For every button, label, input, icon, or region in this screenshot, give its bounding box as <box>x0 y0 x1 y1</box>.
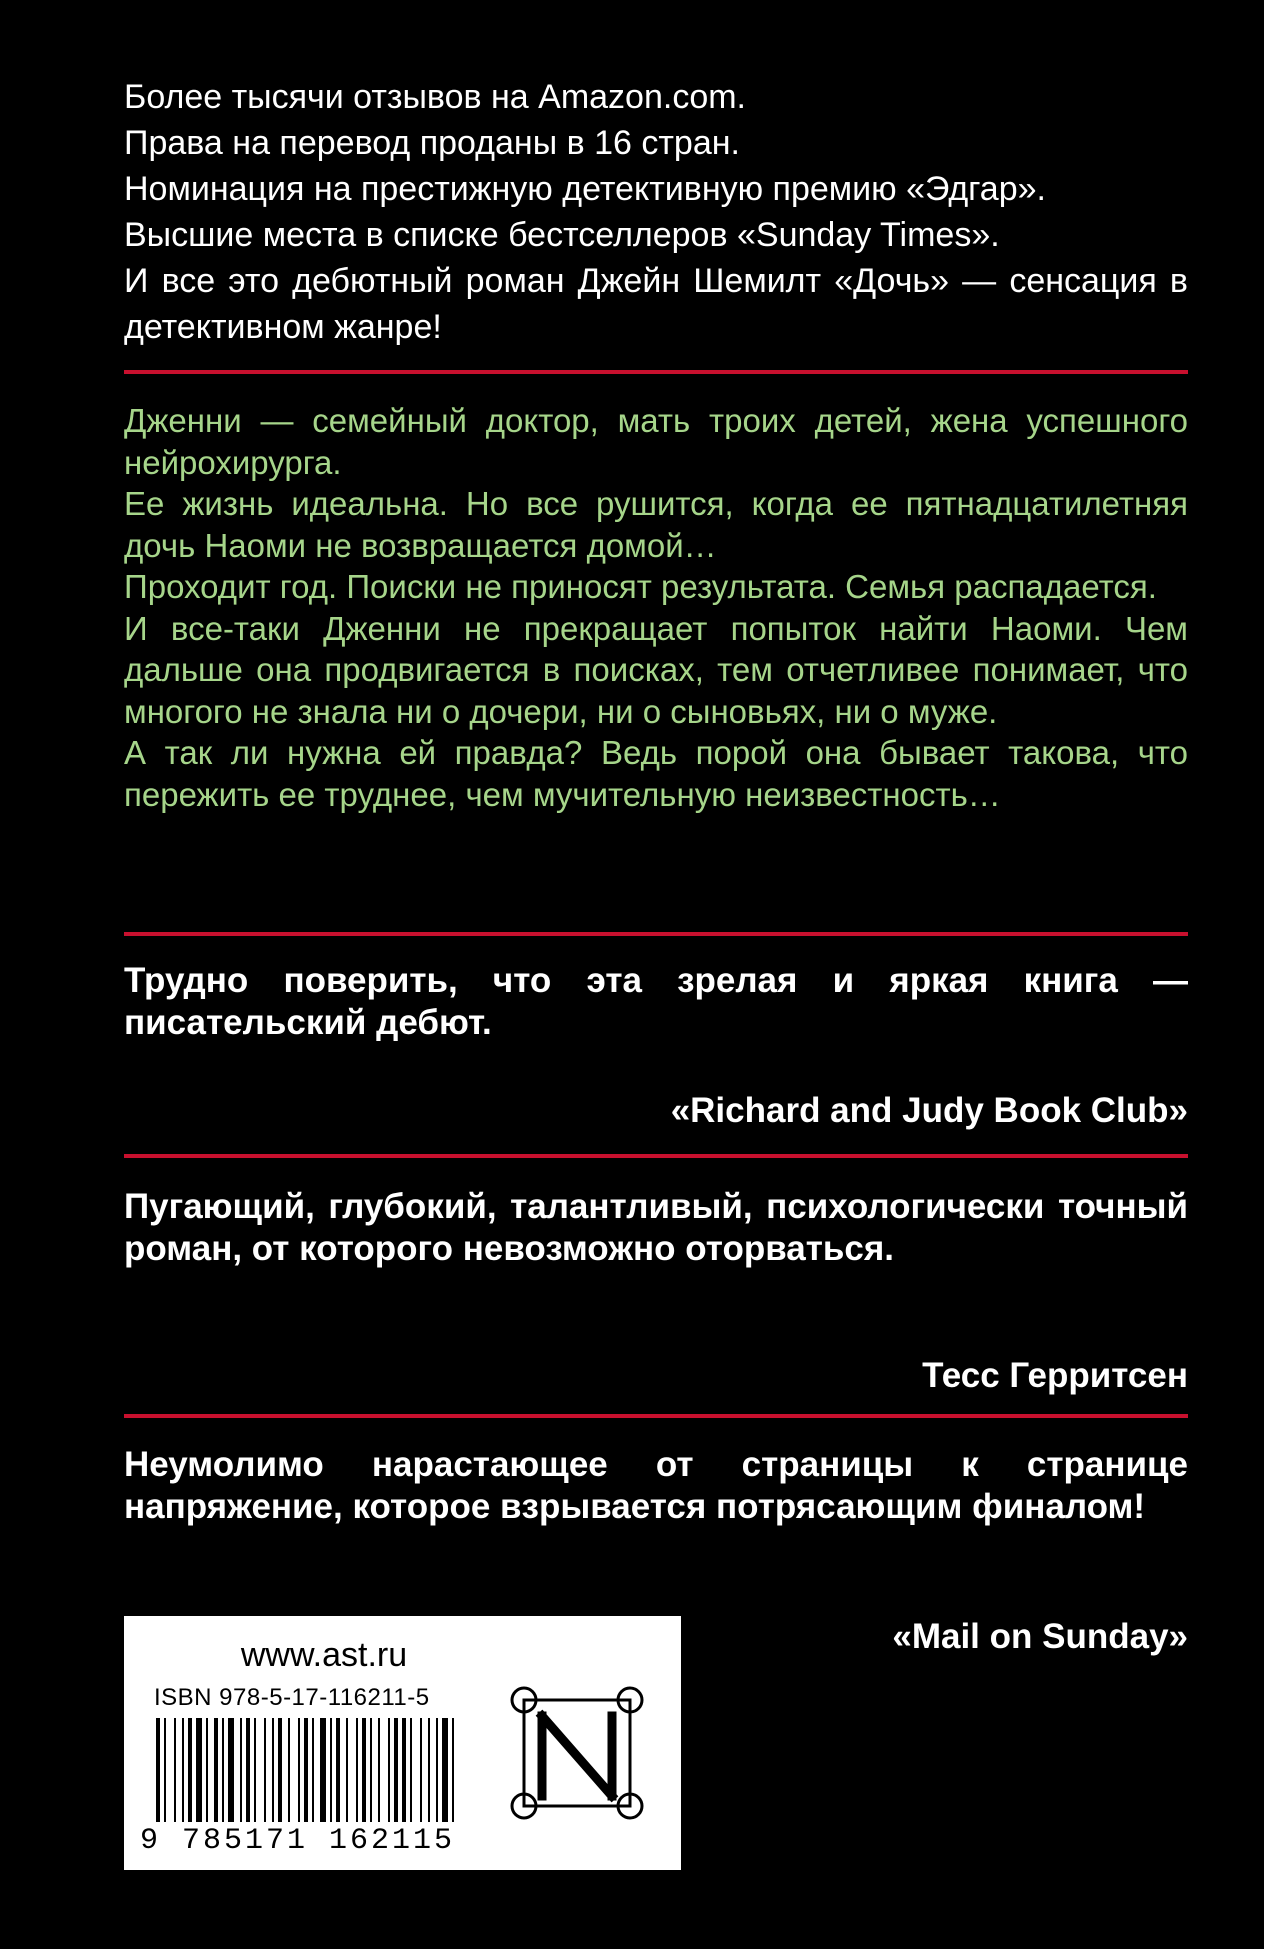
barcode-panel <box>124 1616 681 1870</box>
barcode-digits: 9 785171 162115 <box>140 1824 456 1858</box>
divider-rule <box>124 932 1188 936</box>
review-quote-text: Пугающий, глубокий, талантливый, психологически точный роман, от которого невозможно оторваться. <box>124 1187 1188 1268</box>
synopsis-paragraph: Ее жизнь идеальна. Но все рушится, когда ее пятнадцатилетняя дочь Наоми не возвращается домой… <box>124 485 1188 564</box>
synopsis <box>124 400 1188 815</box>
isbn-label: ISBN 978-5-17-116211-5 <box>154 1684 430 1711</box>
divider-rule <box>124 370 1188 374</box>
synopsis-paragraph: А так ли нужна ей правда? Ведь порой она бывает такова, что пережить ее труднее, чем мучительную неизвестность… <box>124 734 1188 813</box>
intro-line: И все это дебютный роман Джейн Шемилт «Дочь» — сенсация в детективном жанре! <box>124 262 1188 346</box>
intro-line: Права на перевод проданы в 16 стран. <box>124 124 740 162</box>
synopsis-paragraph: Проходит год. Поиски не приносят результата. Семья распадается. <box>124 568 1157 605</box>
synopsis-paragraph: И все-таки Дженни не прекращает попыток найти Наоми. Чем дальше она продвигается в поисках, тем отчетливее понимает, что многого не знала ни о дочери, ни о сыновьях, ни о муже. <box>124 609 1188 730</box>
divider-rule <box>124 1414 1188 1418</box>
synopsis-paragraph: Дженни — семейный доктор, мать троих детей, жена успешного нейрохирурга. <box>124 402 1188 481</box>
review-quote <box>124 960 1188 1044</box>
review-quote <box>124 1444 1188 1528</box>
review-quote-text: Трудно поверить, что эта зрелая и яркая книга — писательский дебют. <box>124 961 1188 1042</box>
review-source: «Mail on Sunday» <box>892 1617 1188 1656</box>
N-monogram-logo-icon <box>502 1678 652 1823</box>
intro-line: Высшие места в списке бестселлеров «Sunday Times». <box>124 216 1000 254</box>
divider-rule <box>124 1154 1188 1158</box>
intro-line: Более тысячи отзывов на Amazon.com. <box>124 78 746 116</box>
intro-blurb <box>124 74 1188 350</box>
review-source: «Richard and Judy Book Club» <box>670 1091 1188 1130</box>
review-quote <box>124 1186 1188 1270</box>
review-source: Тесс Герритсен <box>922 1356 1188 1395</box>
review-quote-text: Неумолимо нарастающее от страницы к странице напряжение, которое взрывается потрясающим финалом! <box>124 1445 1188 1526</box>
publisher-website: www.ast.ru <box>240 1636 408 1674</box>
intro-line: Номинация на престижную детективную премию «Эдгар». <box>124 170 1046 208</box>
